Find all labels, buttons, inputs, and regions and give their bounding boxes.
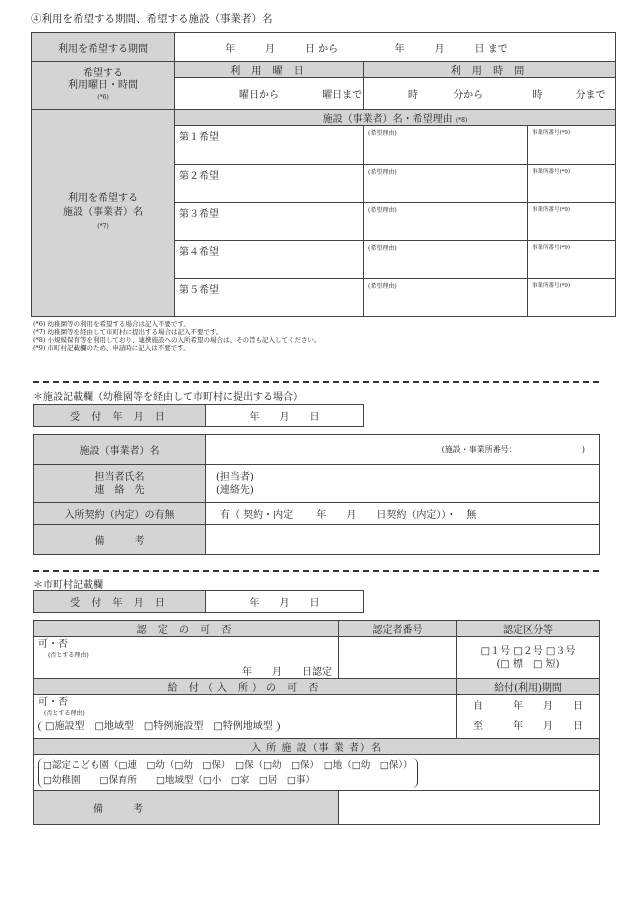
staff-label-line2: 連 絡 先 [94, 484, 145, 496]
time-from-h: 時 [408, 90, 418, 101]
reason-3-field[interactable]: (希望理由) [364, 203, 528, 241]
facility-received-label: 受 付 年 月 日 [34, 405, 206, 427]
benefit-yes-no: 可・否 [38, 697, 68, 708]
municipal-received-table [33, 590, 364, 613]
footnote-9: (*9) 市町村記載欄のため、申請時に記入は不要です。 [33, 344, 190, 352]
facility-name-field[interactable] [206, 435, 600, 465]
facility-info-table [33, 434, 600, 555]
choice-1-field[interactable]: 第１希望 [175, 126, 364, 165]
time-to-m: 分まで [575, 90, 606, 101]
day-to: 曜日まで [322, 90, 363, 101]
choice-4-field[interactable]: 第４希望 [175, 241, 364, 279]
office-no-4-field[interactable]: 事業所番号(*9) [528, 241, 616, 279]
time-from-m: 分から [453, 90, 484, 101]
time-field[interactable] [364, 78, 616, 110]
facility-section-title: ＊施設記載欄（幼稚園等を経由して市町村に提出する場合） [33, 392, 303, 403]
benefit-field[interactable] [34, 695, 457, 739]
facility-header-text: 施設（事業者）名・希望理由 [322, 114, 453, 125]
period-from: 年 月 日 から [225, 43, 339, 55]
footnotes [33, 320, 321, 352]
facility-note: (*7) [97, 223, 109, 230]
contract-label: 入所契約（内定）の有無 [34, 503, 206, 525]
facility-header [175, 110, 616, 126]
reason-2-field[interactable]: (希望理由) [364, 165, 528, 203]
benefit-period-from: 自 年 月 日 [473, 700, 583, 712]
facility-remarks-label: 備 考 [34, 525, 206, 555]
period-label: 利用を希望する期間 [32, 33, 175, 62]
staff-name-value: (担当者) [216, 471, 254, 483]
days-note: (*6) [97, 93, 109, 101]
cert-no-field[interactable] [339, 637, 457, 679]
cert-no-header: 認定者番号 [339, 621, 457, 637]
municipal-section-title: ＊市町村記載欄 [33, 580, 103, 591]
benefit-reason: (否とする理由) [44, 710, 85, 717]
cert-header: 認 定 の 可 否 [34, 621, 339, 637]
staff-field[interactable] [206, 465, 600, 503]
days-label [32, 62, 175, 110]
facility-received-table [33, 404, 364, 427]
time-header: 利 用 時 間 [364, 62, 616, 78]
footnote-8: (*8) 小規模保育等を利用しており、連携施設への入所希望の場合は、その旨も記入してください。 [33, 336, 321, 344]
facility-header-note: (*8) [455, 117, 468, 124]
staff-label [34, 465, 206, 503]
time-to-h: 時 [532, 90, 543, 101]
cert-class-options: □１号 □２号 □３号 [480, 645, 576, 657]
facility-office-no: (施設・事業所番号： [441, 445, 517, 454]
cert-class-field[interactable] [457, 637, 600, 679]
period-to: 年 月 日 まで [394, 43, 508, 55]
facility-received-field[interactable]: 年 月 日 [206, 405, 364, 427]
reason-4-field[interactable]: (希望理由) [364, 241, 528, 279]
period-field[interactable] [175, 33, 616, 62]
footnote-7: (*7) 幼稚園等を経由して市町村に提出する場合は記入不要です。 [33, 328, 223, 336]
office-no-5-field[interactable]: 事業所番号(*9) [528, 279, 616, 317]
divider-1 [33, 381, 599, 383]
office-no-1-field[interactable]: 事業所番号(*9) [528, 126, 616, 165]
days-label-line2: 利用曜日・時間 [68, 79, 138, 91]
reason-5-field[interactable]: (希望理由) [364, 279, 528, 317]
admission-field[interactable] [34, 755, 600, 791]
municipal-received-field[interactable]: 年 月 日 [206, 591, 364, 613]
benefit-period-field[interactable] [457, 695, 600, 739]
staff-label-line1: 担当者氏名 [94, 471, 145, 483]
cert-class-sub-options: (□ 標 □ 短) [496, 658, 560, 670]
municipal-remarks-label [34, 791, 339, 825]
facility-office-no-close: ) [581, 445, 585, 454]
facility-name-label: 施設（事業者）名 [34, 435, 206, 465]
municipal-received-label: 受 付 年 月 日 [34, 591, 206, 613]
office-no-3-field[interactable]: 事業所番号(*9) [528, 203, 616, 241]
choice-2-field[interactable]: 第２希望 [175, 165, 364, 203]
days-label-line1: 希望する [83, 67, 123, 79]
day-from: 曜日から [239, 90, 279, 101]
facility-remarks-field[interactable] [206, 525, 600, 555]
municipal-remarks-field[interactable] [339, 791, 600, 825]
preference-table [31, 32, 616, 317]
facility-label [32, 110, 175, 317]
choice-5-field[interactable]: 第５希望 [175, 279, 364, 317]
benefit-period-header: 給付(利用)期間 [457, 679, 600, 695]
staff-contact-value: (連絡先) [216, 484, 254, 496]
benefit-period-to: 至 年 月 日 [473, 720, 583, 732]
day-field[interactable] [175, 78, 364, 110]
divider-2 [33, 570, 599, 572]
cert-field[interactable] [34, 637, 339, 679]
cert-reason: (否とする理由) [48, 652, 89, 659]
cert-yes-no: 可・否 [38, 639, 68, 650]
facility-label-line2: 施設（事業者）名 [63, 207, 143, 218]
choice-3-field[interactable]: 第３希望 [175, 203, 364, 241]
footnote-6: (*6) 幼稚園等の利用を希望する場合は記入不要です。 [33, 320, 191, 328]
admission-options-line2: □幼稚園 □保育所 □地域型（□小 □家 □居 □事） [43, 774, 315, 786]
municipal-remarks-text: 備 考 [93, 804, 143, 815]
reason-1-field[interactable]: (希望理由) [364, 126, 528, 165]
cert-date: 年 月 日認定 [242, 667, 332, 678]
office-no-2-field[interactable]: 事業所番号(*9) [528, 165, 616, 203]
admission-options-line1: □認定こども園（□連 □幼（□幼 □保） □保（□幼 □保） □地（□幼 □保）） [43, 759, 413, 771]
contract-field[interactable]: 有（ 契約・内定 年 月 日契約（内定））・ 無 [206, 503, 600, 525]
admission-header: 入 所 施 設（事 業 者）名 [34, 739, 600, 755]
facility-label-line1: 利用を希望する [68, 193, 138, 204]
municipal-table [33, 620, 600, 825]
benefit-types: □施設型 □地域型 □特例施設型 □特例地域型 [38, 721, 280, 732]
day-header: 利 用 曜 日 [175, 62, 364, 78]
benefit-header: 給 付（入 所）の 可 否 [34, 679, 457, 695]
cert-class-header: 認定区分等 [457, 621, 600, 637]
section4-title: ④利用を希望する期間、希望する施設（事業者）名 [31, 13, 273, 25]
